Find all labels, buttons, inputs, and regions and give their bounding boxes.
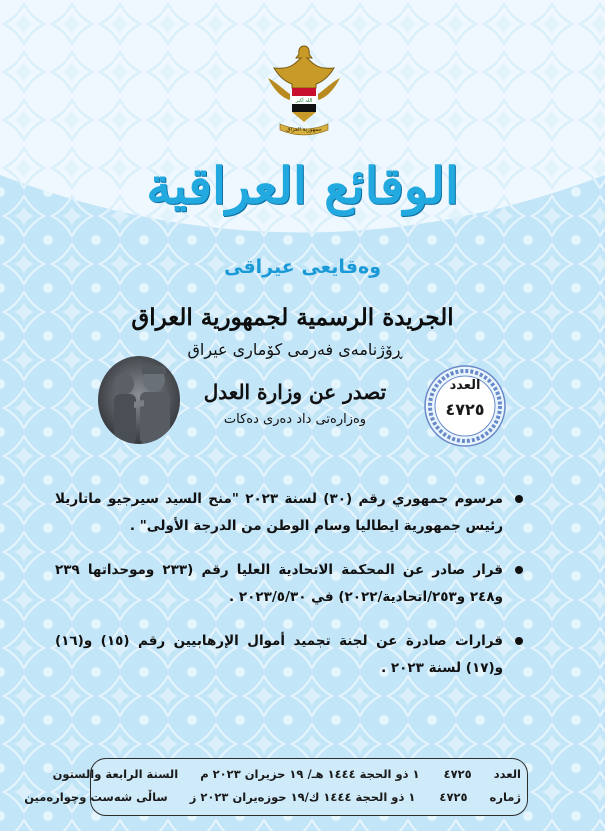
footer-issue-label: العدد	[493, 767, 521, 781]
ministry-arabic: تصدر عن وزارة العدل	[203, 380, 387, 404]
issue-label: العدد	[449, 378, 481, 393]
gazette-title-arabic: الوقائع العراقية	[146, 156, 459, 215]
official-gazette-arabic: الجريدة الرسمية لجمهورية العراق	[131, 304, 454, 331]
ministry-kurdish: وەزارەتی داد دەری دەکات	[223, 412, 367, 427]
list-item-text: قرارات صادرة عن لجنة تجميد أموال الإرهابيين رقم (١٥) و(١٦) و(١٧) لسنة ٢٠٢٣ .	[55, 633, 503, 676]
bullet-icon	[515, 566, 523, 574]
footer-issue-number: ٤٧٢٥	[443, 767, 472, 781]
issue-footer	[24, 758, 528, 816]
bullet-icon	[515, 495, 523, 503]
footer-date: ١ ذو الحجة ١٤٤٤ ك/١٩ حوزەیران ٢٠٢٣ ز	[189, 790, 416, 804]
footer-year: السنة الرابعة والستون	[52, 767, 179, 781]
footer-date: ١ ذو الحجة ١٤٤٤ هـ/ ١٩ حزيران ٢٠٢٣ م	[200, 767, 420, 781]
footer-year: ساڵی شەست وچوارەمین	[24, 790, 168, 804]
iraqi-eagle-emblem	[266, 38, 342, 140]
list-item	[55, 486, 525, 540]
gazette-title-kurdish: وەقایعی عیراقی	[223, 256, 382, 278]
list-item	[55, 557, 525, 611]
bullet-icon	[515, 637, 523, 645]
footer-line-kurdish	[24, 790, 521, 804]
list-item	[55, 628, 525, 682]
svg-text:الله أكبر: الله أكبر	[295, 98, 313, 104]
footer-issue-label: ژمارە	[489, 790, 521, 804]
contents-list	[55, 486, 525, 699]
issue-number: ٤٧٢٥	[445, 400, 485, 419]
footer-line-arabic	[52, 767, 521, 781]
list-item-text: قرار صادر عن المحكمة الاتحادية العليا رقم (٢٣٣ وموحداتها ٢٣٩ و٢٤٨ و٢٥٣/اتحادية/٢٠٢٢) في ٢٠٢٣/٥/٣٠ .	[55, 562, 503, 605]
official-gazette-kurdish: ڕۆژنامەی فەرمی کۆماری عیراق	[187, 340, 403, 359]
list-item-text: مرسوم جمهوري رقم (٣٠) لسنة ٢٠٢٣ "منح السيد سيرجيو ماتاريلا رئيس جمهورية ايطاليا وسام الوطن من الدرجة الأولى" .	[55, 491, 503, 534]
svg-text:جمهورية العراق: جمهورية العراق	[286, 127, 322, 133]
footer-issue-number: ٤٧٢٥	[439, 790, 468, 804]
hammurabi-stele-image	[98, 356, 180, 444]
